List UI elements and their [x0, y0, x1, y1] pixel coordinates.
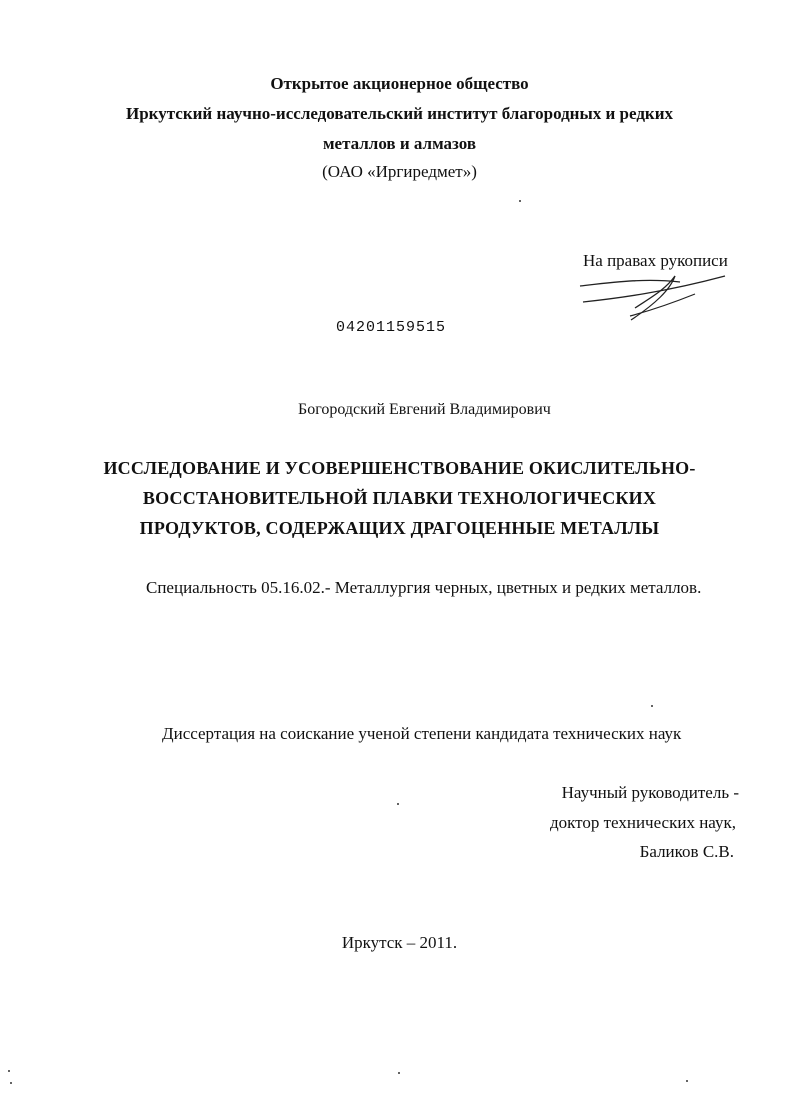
- scan-speck: [397, 803, 399, 805]
- dissertation-text: Диссертация на соискание ученой степени кандидата технических наук: [162, 724, 682, 743]
- org-name-line2: Иркутский научно-исследовательский институт благородных и редких: [125, 104, 674, 123]
- scan-speck: [519, 200, 521, 202]
- title-line2: ВОССТАНОВИТЕЛЬНОЙ ПЛАВКИ ТЕХНОЛОГИЧЕСКИХ: [142, 488, 657, 508]
- supervisor-line3: Баликов С.В.: [639, 842, 734, 861]
- scan-speck: [651, 705, 653, 707]
- title-line3: ПРОДУКТОВ, СОДЕРЖАЩИХ ДРАГОЦЕННЫЕ МЕТАЛЛЫ: [139, 518, 660, 538]
- scan-speck: [686, 1080, 688, 1082]
- scan-speck: [10, 1082, 12, 1084]
- org-short-name: (ОАО «Иргиредмет»): [322, 162, 477, 181]
- org-name-line3: металлов и алмазов: [322, 134, 477, 153]
- specialty-text: Специальность 05.16.02.- Металлургия черных, цветных и редких металлов.: [146, 578, 702, 597]
- manuscript-note: На правах рукописи: [583, 251, 728, 270]
- supervisor-line2: доктор технических наук,: [549, 813, 736, 832]
- city-year: Иркутск – 2011.: [341, 933, 458, 952]
- signature-image: [575, 268, 745, 328]
- author-name: Богородский Евгений Владимирович: [298, 401, 551, 418]
- org-name-line1: Открытое акционерное общество: [270, 74, 529, 93]
- document-code: 04201159515: [336, 319, 447, 336]
- scan-speck: [8, 1070, 10, 1072]
- supervisor-line1: Научный руководитель -: [561, 783, 739, 802]
- title-line1: ИССЛЕДОВАНИЕ И УСОВЕРШЕНСТВОВАНИЕ ОКИСЛИТЕЛЬНО-: [103, 458, 696, 478]
- scan-speck: [398, 1072, 400, 1074]
